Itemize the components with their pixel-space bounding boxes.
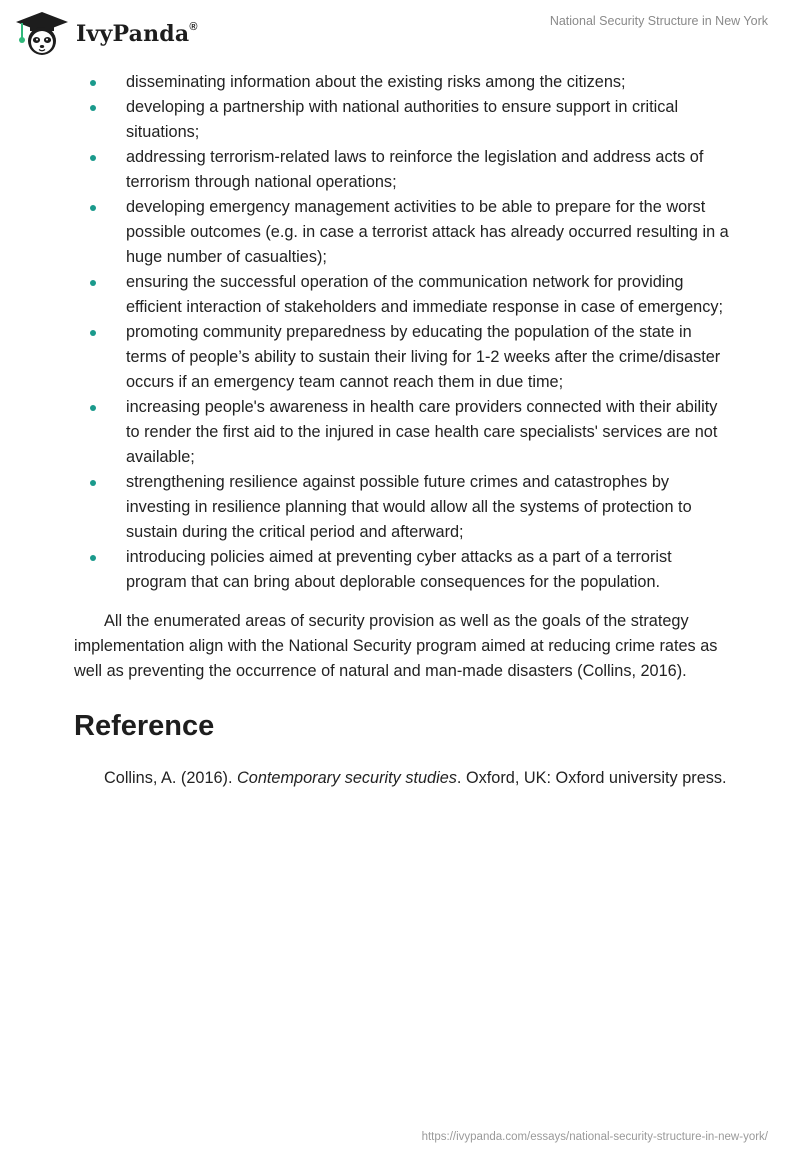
ivypanda-logo[interactable] bbox=[14, 8, 198, 58]
document-title: National Security Structure in New York bbox=[549, 14, 768, 28]
list-item-text: developing a partnership with national authorities to ensure support in critical situations; bbox=[126, 98, 679, 141]
list-item bbox=[74, 195, 734, 270]
bullet-dot-icon bbox=[90, 80, 96, 86]
registered-mark: ® bbox=[189, 20, 198, 33]
list-item bbox=[74, 270, 734, 320]
bullet-list bbox=[74, 70, 734, 595]
list-item-text: promoting community preparedness by educating the population of the state in terms of people’s ability to sustain their living for 1-2 weeks after the crime/disaster occurs if an emergency team cannot reach them in due time; bbox=[126, 323, 721, 391]
reference-publisher: . Oxford, UK: Oxford university press. bbox=[456, 769, 727, 787]
list-item bbox=[74, 145, 734, 195]
reference-title: Contemporary security studies bbox=[237, 769, 457, 787]
list-item-text: developing emergency management activities to be able to prepare for the worst possible outcomes (e.g. in case a terrorist attack has already occurred resulting in a huge number of casualties); bbox=[126, 198, 729, 266]
bullet-dot-icon bbox=[90, 205, 96, 211]
bullet-dot-icon bbox=[90, 280, 96, 286]
bullet-dot-icon bbox=[90, 330, 96, 336]
reference-author-year: Collins, A. (2016). bbox=[104, 769, 238, 787]
list-item bbox=[74, 70, 734, 95]
bullet-dot-icon bbox=[90, 105, 96, 111]
footer-url-link[interactable]: https://ivypanda.com/essays/national-security-structure-in-new-york/ bbox=[421, 1131, 768, 1143]
bullet-dot-icon bbox=[90, 480, 96, 486]
list-item bbox=[74, 470, 734, 545]
bullet-dot-icon bbox=[90, 555, 96, 561]
bullet-dot-icon bbox=[90, 155, 96, 161]
essay-content bbox=[74, 70, 734, 791]
brand-name bbox=[76, 21, 198, 47]
list-item-text: strengthening resilience against possible future crimes and catastrophes by investing in resilience planning that would allow all the systems of protection to sustain during the critical period and afterward; bbox=[126, 473, 692, 541]
list-item bbox=[74, 395, 734, 470]
list-item-text: ensuring the successful operation of the communication network for providing efficient interaction of stakeholders and immediate response in case of emergency; bbox=[126, 273, 724, 316]
reference-heading: Reference bbox=[74, 710, 215, 742]
list-item-text: increasing people's awareness in health care providers connected with their ability to render the first aid to the injured in case health care specialists' services are not available; bbox=[126, 398, 718, 466]
list-item bbox=[74, 320, 734, 395]
body-paragraph: All the enumerated areas of security provision as well as the goals of the strategy implementation align with the National Security program aimed at reducing crime rates as well as preventing the occurrence of natural and man-made disasters (Collins, 2016). bbox=[74, 612, 718, 680]
panda-graduate-icon bbox=[14, 10, 70, 56]
list-item-text: addressing terrorism-related laws to reinforce the legislation and address acts of terrorism through national operations; bbox=[126, 148, 704, 191]
list-item-text: disseminating information about the existing risks among the citizens; bbox=[126, 73, 626, 91]
list-item bbox=[74, 95, 734, 145]
reference-entry bbox=[74, 766, 734, 791]
bullet-dot-icon bbox=[90, 405, 96, 411]
page-header bbox=[0, 0, 800, 70]
list-item bbox=[74, 545, 734, 595]
brand-name-text: IvyPanda bbox=[76, 21, 190, 47]
list-item-text: introducing policies aimed at preventing cyber attacks as a part of a terrorist program that can bring about deplorable consequences for the population. bbox=[126, 548, 672, 591]
